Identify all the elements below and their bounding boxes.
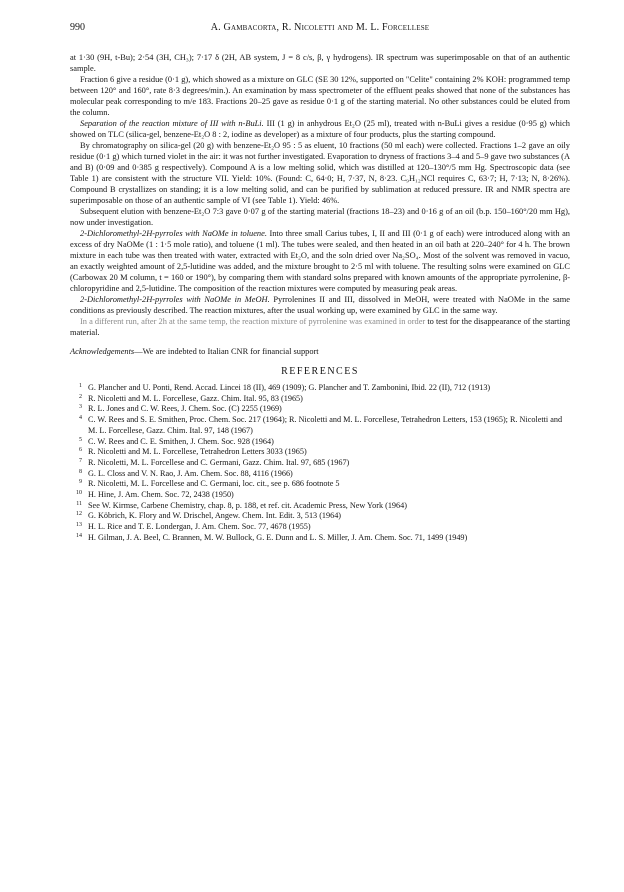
reference-text: See W. Kirmse, Carbene Chemistry, chap. 8, p. 188, et ref. cit. Academic Press, New York (1964) [88, 500, 407, 510]
reference-item [70, 415, 570, 436]
section-lead-toluene: 2-Dichloromethyl-2H-pyrroles with NaOMe in toluene. [80, 229, 267, 238]
reference-number: 8 [79, 468, 82, 475]
reference-item [70, 437, 570, 448]
reference-text: R. Nicoletti and M. L. Forcellese, Tetrahedron Letters 3033 (1965) [88, 447, 307, 457]
reference-item [70, 404, 570, 415]
paragraph-nmr-data: at 1·30 (9H, t-Bu); 2·54 (3H, CH₃); 7·17 δ (2H, AB system, J = 8 c/s, β, γ hydrogens). IR spectrum was superimposable on that of an authentic sample. [70, 53, 570, 73]
reference-number: 13 [76, 522, 82, 529]
reference-item [70, 522, 570, 533]
acknowledgements-text: —We are indebted to Italian CNR for financial support [134, 347, 319, 356]
reference-item [70, 383, 570, 394]
section-lead-meoh: 2-Dichloromethyl-2H-pyrroles with NaOMe in MeOH. [80, 295, 270, 304]
reference-text: H. Hine, J. Am. Chem. Soc. 72, 2438 (1950) [88, 490, 234, 500]
page-number: 990 [70, 22, 85, 33]
reference-list [70, 383, 570, 544]
paragraph-fraction-6: Fraction 6 give a residue (0·1 g), which showed as a mixture on GLC (SE 30 12%, supported on "Celite" containing 2% KOH: programmed temp between 120° and 160°, rate 8·3 degrees/min.). An examination by mass spectrometer of the effluent peaks showed that none of the substances has molecular peak corresponding to m/e 183. Fractions 20–25 gave as residue 0·1 g of the starting material. No other substances could be eluted from the column. [70, 75, 570, 117]
reference-item [70, 501, 570, 512]
reference-number: 1 [79, 383, 82, 389]
different-run-text: to test for the disappearance of the starting material. [70, 317, 571, 337]
reference-text: H. L. Rice and T. E. Londergan, J. Am. Chem. Soc. 77, 4678 (1955) [88, 522, 311, 532]
reference-number: 4 [79, 415, 82, 422]
reference-text: R. Nicoletti, M. L. Forcellese and C. Germani, loc. cit., see p. 686 footnote 5 [88, 479, 340, 489]
reference-number: 6 [79, 447, 82, 454]
paragraph-chromatography: By chromatography on silica-gel (20 g) with benzene-Et₂O 95 : 5 as eluent, 10 fractions (50 ml each) were collected. Fractions 1–2 gave an oily residue (0·1 g) which turned violet in the air: it was not further investigated. Evaporation to dryness of fractions 3–4 and 5–9 gave two substances (A and B) (0·09 and 0·385 g respectively). Compound A is a low melting solid, which was distilled at 120–130°/5 mm Hg. Spectroscopic data (see Table 1) are consistent with the structure VII. Yield: 10%. (Found: C, 64·0; H, 7·37, N, 8·23. C₉H₁₂NCl requires C, 63·7; H, 7·13; N, 8·26%). Compound B crystallizes on standing; it is a low melting solid, and can be purified by sublimation at reduced pressure. IR and NMR spectra are superimposable on those of an authentic sample of VI (see Table 1). Yield: 46%. [70, 141, 570, 205]
reference-item [70, 394, 570, 405]
paragraph-elution: Subsequent elution with benzene-Et₂O 7:3 gave 0·07 g of the starting material (fractions 18–23) and 0·16 g of an oil (b.p. 150–160°/20 mm Hg), now under investigation. [70, 207, 570, 227]
reference-text: G. L. Closs and V. N. Rao, J. Am. Chem. Soc. 88, 4116 (1966) [88, 468, 293, 478]
acknowledgements-lead: Acknowledgements [70, 347, 135, 356]
reference-item [70, 490, 570, 501]
reference-text: R. Nicoletti, M. L. Forcellese and C. Germani, Gazz. Chim. Ital. 97, 685 (1967) [88, 457, 350, 467]
reference-text: R. L. Jones and C. W. Rees, J. Chem. Soc. (C) 2255 (1969) [88, 404, 282, 414]
separation-text: III (1 g) in anhydrous Et₂O (25 ml), treated with n-BuLi gives a residue (0·95 g) which showed on TLC (silica-gel, benzene-Et₂O 8 : 2, iodine as developer) as a mixture of four products, plus the starting compound. [70, 119, 570, 139]
reference-number: 12 [76, 511, 82, 518]
running-title: A. Gambacorta, R. Nicoletti and M. L. Forcellese [210, 22, 430, 33]
reference-number: 3 [79, 404, 82, 411]
paragraph-naome-toluene [70, 228, 570, 294]
reference-text: C. W. Rees and C. E. Smithen, J. Chem. Soc. 928 (1964) [88, 436, 274, 446]
page-header [70, 22, 570, 36]
toluene-text: Into three small Carius tubes, I, II and III (0·1 g of each) were introduced along with an excess of dry NaOMe (1 : 1·5 mole ratio), and toluene (1 ml). The tubes were sealed, and then heated in an oil bath at 220–240° for 4 h. The brown mixture in each tube was then treated with water, extracted with Et₂O, and the soln dried over Na₂SO₄. Most of the solvent was removed in vacuo, an exactly weighted amount of 2,5-lutidine was added, and the mixture brought to 2·5 ml with toluene. The resulting solns were examined on GLC (Carbowax 20 M column, t = 160 or 190°), by comparing them with standard solns prepared with known amounts of the appropriate pyrrolenine, β-chloropyridine and 2,5-lutidine. The composition of the reaction mixtures were computed by measuring peak areas. [70, 229, 570, 293]
reference-number: 14 [76, 532, 82, 539]
reference-number: 10 [76, 490, 82, 497]
reference-item [70, 458, 570, 469]
reference-number: 7 [79, 457, 82, 464]
reference-text: G. Plancher and U. Ponti, Rend. Accad. Lincei 18 (II), 469 (1909); G. Plancher and T. Zambonini, Ibid. 22 (II), 712 (1913) [88, 383, 491, 392]
paragraph-naome-meoh [70, 294, 570, 316]
reference-text: C. W. Rees and S. E. Smithen, Proc. Chem. Soc. 217 (1964); R. Nicoletti and M. L. Forcellese, Tetrahedron Letters, 153 (1965); R. Nicoletti and M. L. Forcellese, Gazz. Chim. Ital. 97, 148 (1967) [88, 415, 563, 435]
reference-text: R. Nicoletti and M. L. Forcellese, Gazz. Chim. Ital. 95, 83 (1965) [88, 393, 303, 403]
reference-text: G. Köbrich, K. Flory and W. Drischel, Angew. Chem. Int. Edit. 3, 513 (1964) [88, 511, 342, 521]
reference-text: H. Gilman, J. A. Beel, C. Brannen, M. W. Bullock, G. E. Dunn and L. S. Miller, J. Am. Chem. Soc. 71, 1499 (1949) [88, 532, 468, 542]
reference-item [70, 533, 570, 544]
meoh-text: Pyrrolenines II and III, dissolved in MeOH, were treated with NaOMe in the same conditions as previously described. The reaction mixtures, after the usual working up, were examined by GLC in the same way. [70, 295, 570, 315]
reference-number: 9 [79, 479, 82, 486]
article-body [70, 52, 570, 544]
reference-item [70, 479, 570, 490]
references-heading: REFERENCES [281, 366, 359, 377]
faded-line: In a different run, after 2h at the same temp, the reaction mixture of pyrrolenine was examined in order [80, 317, 426, 326]
paragraph-different-run [70, 316, 570, 338]
reference-number: 11 [76, 500, 82, 507]
acknowledgements [70, 346, 570, 357]
reference-item [70, 511, 570, 522]
paragraph-separation [70, 118, 570, 140]
section-lead-separation: Separation of the reaction mixture of III with n-BuLi. [80, 119, 264, 128]
reference-item [70, 469, 570, 480]
reference-number: 5 [79, 436, 82, 443]
reference-number: 2 [79, 393, 82, 400]
reference-item [70, 447, 570, 458]
